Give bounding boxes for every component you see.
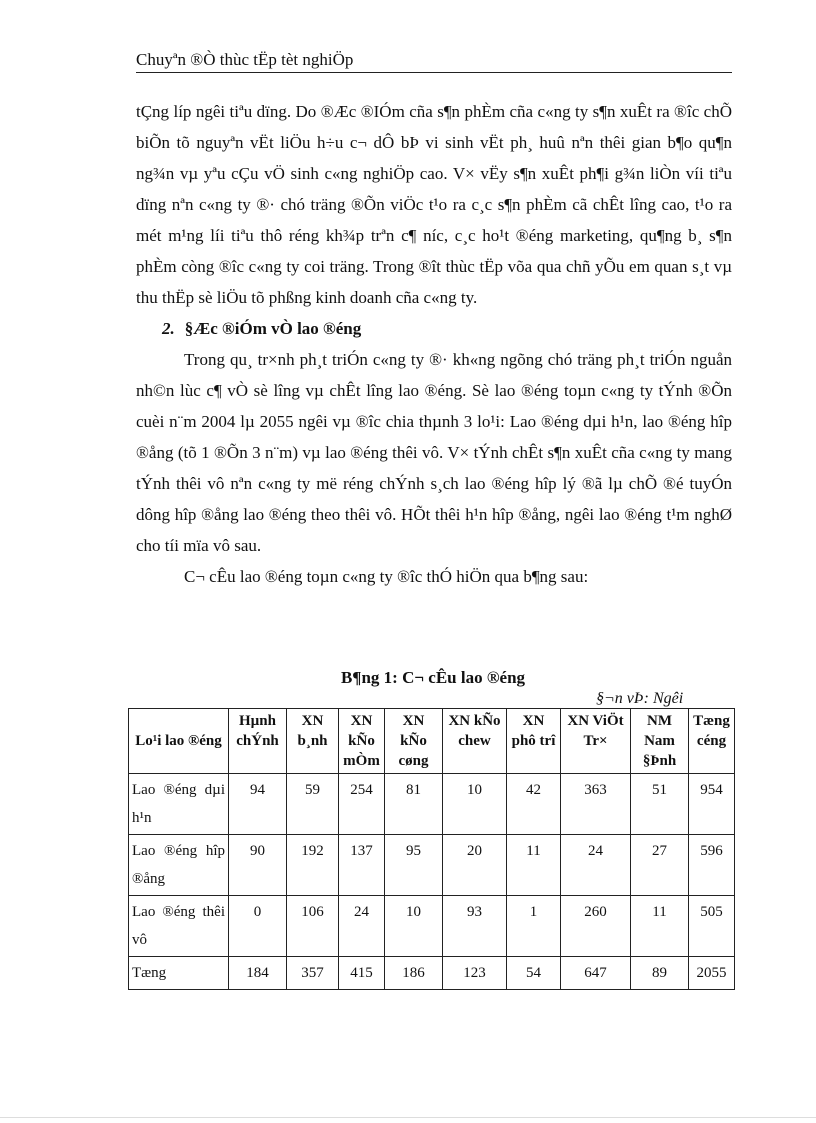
header-cell: XN b¸nh (287, 709, 339, 774)
header-cell: XN kÑo chew (443, 709, 507, 774)
table-cell: 24 (561, 835, 631, 896)
paragraph-1: tÇng líp ngêi tiªu dïng. Do ®Æc ®IÓm cña s¶n phÈm cña c«ng ty s¶n xuÊt ra ®îc chÕ biÕn tõ nguyªn vËt liÖu h÷u c¬ dÔ bÞ vi sinh vËt ph¸ huû nªn thêi gian b¶o qu¶n ng¾n vµ yªu cÇu vÖ sinh c«ng nghiÖp cao. V× vËy s¶n xuÊt ph¶i g¾n liÒn víi tiªu dïng nªn c«ng ty ®· chó träng ®Õn viÖc t¹o ra c¸c s¶n phÈm cã chÊt lîng cao, t¹o ra mét m¹ng líi tiªu thô réng kh¾p trªn c¶ níc, c¸c ho¹t ®éng marketing, qu¶ng b¸ s¶n phÈm còng ®îc c«ng ty coi träng. Trong ®ît thùc tËp võa qua chñ yÕu em quan s¸t vµ thu thËp sè liÖu tõ phßng kinh doanh cña c«ng ty. (136, 102, 732, 307)
table-cell: 106 (287, 896, 339, 957)
section-number: 2. (162, 319, 175, 338)
header-cell: NM Nam §Þnh (631, 709, 689, 774)
table-row-total (129, 957, 735, 990)
table-cell: 93 (443, 896, 507, 957)
table-cell: 2055 (689, 957, 735, 990)
table-cell: 415 (339, 957, 385, 990)
table-cell: 596 (689, 835, 735, 896)
row-label: Lao ®éng hîp ®ång (129, 835, 229, 896)
table-cell: 363 (561, 774, 631, 835)
table-cell: 10 (443, 774, 507, 835)
table-row (129, 896, 735, 957)
table-cell: 192 (287, 835, 339, 896)
header-cell: Hµnh chÝnh (229, 709, 287, 774)
header-cell: Lo¹i lao ®éng (129, 709, 229, 774)
header-title: Chuyªn ®Ò thùc tËp tèt nghiÖp (136, 50, 354, 69)
table-cell: 11 (631, 896, 689, 957)
table-cell: 20 (443, 835, 507, 896)
table-cell: 647 (561, 957, 631, 990)
table-cell: 24 (339, 896, 385, 957)
table-header-row (129, 709, 735, 774)
table-cell: 357 (287, 957, 339, 990)
row-label: Lao ®éng dµi h¹n (129, 774, 229, 835)
section-2-heading (136, 313, 732, 344)
table-cell: 137 (339, 835, 385, 896)
table-row (129, 835, 735, 896)
table-cell: 54 (507, 957, 561, 990)
table-cell: 260 (561, 896, 631, 957)
table-cell: 81 (385, 774, 443, 835)
section-title: §Æc ®iÓm vÒ lao ®éng (184, 319, 362, 338)
table-cell: 59 (287, 774, 339, 835)
page-bottom-divider (0, 1117, 816, 1118)
row-label: Lao ®éng thêi vô (129, 896, 229, 957)
row-label: Tæng (129, 957, 229, 990)
table-unit: §¬n vÞ: Ngêi (596, 690, 684, 707)
table-cell: 1 (507, 896, 561, 957)
document-body (136, 96, 732, 592)
table-cell: 90 (229, 835, 287, 896)
table-cell: 0 (229, 896, 287, 957)
paragraph-2: Trong qu¸ tr×nh ph¸t triÓn c«ng ty ®· kh«ng ngõng chó träng ph¸t triÓn nguån nh©n lùc c¶ vÒ sè lîng vµ chÊt lîng lao ®éng. Sè lao ®éng toµn c«ng ty tÝnh ®Õn cuèi n¨m 2004 lµ 2055 ngêi vµ ®îc chia thµnh 3 lo¹i: Lao ®éng dµi h¹n, lao ®éng hîp ®ång (tõ 1 ®Õn 3 n¨m) vµ lao ®éng thêi vô. V× tÝnh chÊt s¶n xuÊt cña c«ng ty mang tÝnh thêi vô nªn c«ng ty më réng chÝnh s¸ch lao ®éng hîp lý ®ã lµ chÕ ®é tuyÓn dông hîp ®ång lao ®éng theo thêi vô. HÕt thêi h¹n hîp ®ång, ngêi lao ®éng t¹m nghØ cho tíi mïa vô sau. (136, 350, 732, 555)
page-header (136, 50, 732, 73)
table-cell: 505 (689, 896, 735, 957)
table-cell: 89 (631, 957, 689, 990)
table-cell: 11 (507, 835, 561, 896)
table-caption: B¶ng 1: C¬ cÊu lao ®éng (340, 668, 526, 687)
header-cell: XN ViÖt Tr× (561, 709, 631, 774)
table-cell: 254 (339, 774, 385, 835)
header-cell: XN kÑo cøng (385, 709, 443, 774)
paragraph-3: C¬ cÊu lao ®éng toµn c«ng ty ®îc thÓ hiÖn qua b¶ng sau: (184, 567, 589, 586)
table-cell: 42 (507, 774, 561, 835)
table-cell: 184 (229, 957, 287, 990)
table-cell: 95 (385, 835, 443, 896)
table-cell: 94 (229, 774, 287, 835)
table-cell: 123 (443, 957, 507, 990)
header-cell: XN phô trî (507, 709, 561, 774)
labor-structure-table (128, 708, 735, 990)
header-cell: XN kÑo mÒm (339, 709, 385, 774)
table-cell: 10 (385, 896, 443, 957)
table-cell: 51 (631, 774, 689, 835)
table-cell: 186 (385, 957, 443, 990)
table-cell: 27 (631, 835, 689, 896)
header-cell: Tæng céng (689, 709, 735, 774)
table-cell: 954 (689, 774, 735, 835)
table-row (129, 774, 735, 835)
